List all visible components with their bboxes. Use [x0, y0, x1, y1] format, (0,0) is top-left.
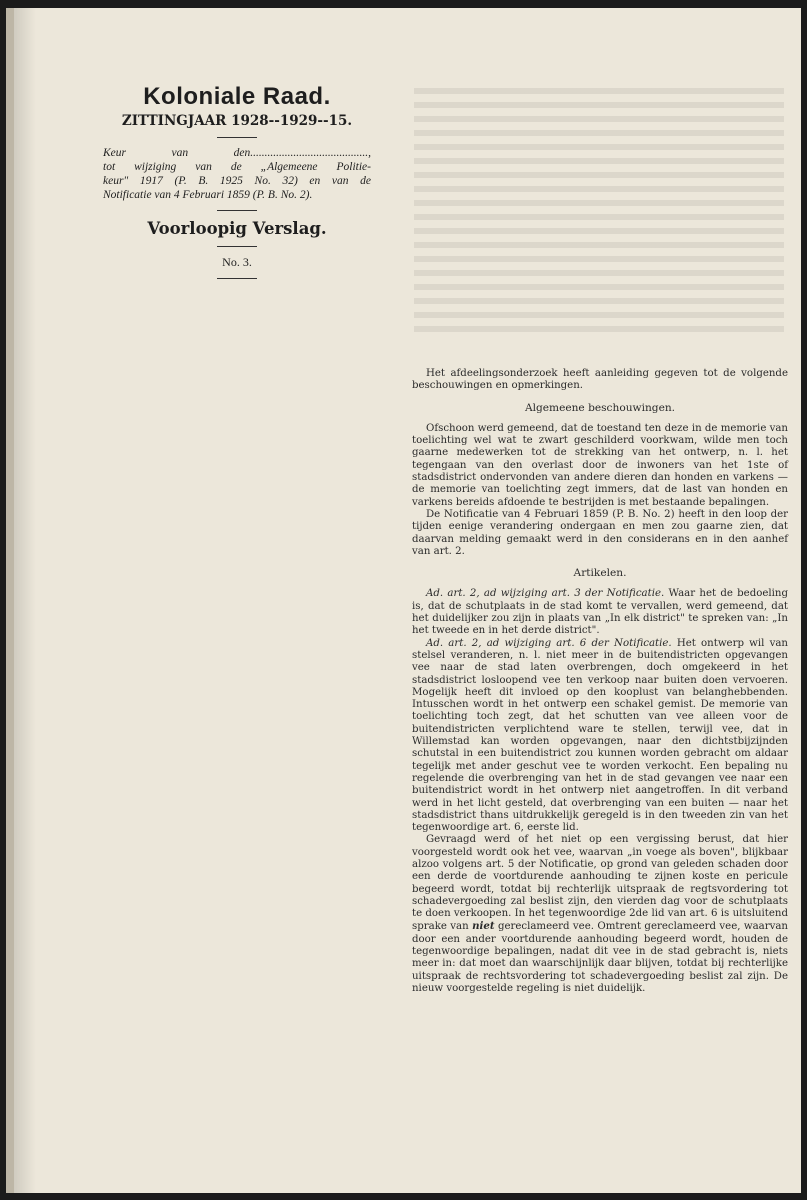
divider: [217, 137, 257, 138]
subject-line: Notificatie van 4 Februari 1859 (P. B. No. 2).: [103, 189, 313, 201]
divider: [217, 210, 257, 211]
intro-paragraph: Het afdeelingsonderzoek heeft aanleiding gegeven tot de volgende beschouwingen en opmerkingen.: [412, 368, 788, 392]
article-text: Het ontwerp wil van stelsel veranderen, n. l. niet meer in de buitendistricten opgevangen vee naar de stad laten overbrengen, doch omgekeerd in het stadsdistrict losloopend vee ten verkoop naar buiten doen vervoeren. Mogelijk heeft dit invloed op den kooplust van belanghebbenden. Intusschen wordt in het ontwerp een schakel gemist. De memorie van toelichting toch zegt, dat het schutten van vee alleen voor de buitendistricten verplichtend ware te stellen, terwijl vee, dat in Willemstad kan worden opgevangen, naar den dichtstbijzijnden schutstal in een buitendistrict zou kunnen worden gebracht om aldaar tegelijk met ander geschut vee te worden verkocht. Een bepaling nu regelende die overbrenging van het in de stad gevangen vee naar een buitendistrict wordt in het ontwerp niet aangetroffen. In dit verband werd in het licht gesteld, dat overbrenging van een buiten — naar het stadsdistrict thans uitdrukkelijk geregeld is in den tweeden zin van het tegenwoordige art. 6, eerste lid.: [412, 637, 788, 834]
document-page: [6, 8, 801, 1193]
article-text: gereclameerd vee. Omtrent gereclameerd vee, waarvan door een ander voortdurende aanhouding begeerd wordt, houden de tegenwoordige bepalingen, nadat dit vee in de stad gebracht is, niets meer in: dat moet dan waarschijnlijk daar blijven, totdat bij rechterlijke uitspraak de rechtsvordering tot schadevergoeding beslist zal zijn. De nieuw voorgestelde regeling is niet duidelijk.: [412, 921, 788, 994]
council-title: Koloniale Raad.: [143, 83, 331, 110]
article-lead: Ad. art. 2, ad wijziging art. 6 der Notificatie.: [426, 637, 672, 649]
emphasis-word: niet: [472, 920, 495, 933]
section-heading-articles: Artikelen.: [573, 567, 627, 580]
article-paragraph-3: [412, 834, 788, 995]
general-paragraph-1: Ofschoon werd gemeend, dat de toestand ten deze in de memorie van toelichting wel wat te zwart geschilderd voorkwam, wilde men toch gaarne medewerken tot de strekking van het ontwerp, n. l. het tegengaan van den overlast door de inwoners van het 1ste of stadsdistrict ondervonden van andere dieren dan honden en varkens — de memorie van toelichting zegt immers, dat de last van honden en varkens bereids afdoende te bestrijden is met bestaande bepalingen.: [412, 422, 788, 508]
report-number: No. 3.: [222, 255, 252, 269]
general-paragraph-2: De Notificatie van 4 Februari 1859 (P. B. No. 2) heeft in den loop der tijden eenige verandering ondergaan en men zou gaarne zien, dat daarvan melding gemaakt werd in den considerans en in den aanhef van art. 2.: [412, 508, 788, 557]
document-header: [92, 83, 382, 287]
article-text: Waar het de bedoeling is, dat de schutplaats in de stad komt te vervallen, werd gemeend, dat het duidelijker zou zijn in plaats van „In elk district" te spreken van: „In het tweede en in het derde district".: [412, 588, 788, 637]
divider: [217, 278, 257, 279]
section-heading-general: Algemeene beschouwingen.: [524, 401, 676, 414]
report-title: Voorloopig Verslag.: [147, 219, 327, 238]
divider: [217, 246, 257, 247]
subject-line: keur" 1917 (P. B. 1925 No. 32) en van de: [103, 175, 371, 187]
bleed-through-text: [414, 88, 784, 338]
subject-description: [103, 146, 371, 202]
subject-line: Keur van den.........................................,: [103, 147, 371, 159]
article-paragraph-1: [412, 588, 788, 637]
report-body: [412, 368, 788, 995]
article-lead: Ad. art. 2, ad wijziging art. 3 der Notificatie.: [426, 588, 665, 600]
article-paragraph-2: [412, 638, 788, 835]
subject-line: tot wijziging van de „Algemeene Politie-: [103, 161, 371, 173]
article-text: Gevraagd werd of het niet op een vergissing berust, dat hier voorgesteld wordt ook het vee, waarvan „in voege als boven", blijkbaar alzoo volgens art. 5 der Notificatie, op grond van geleden schaden door een derde de voortdurende aanhouding te zijnen koste en pericule begeerd wordt, totdat bij rechterlijk uitspraak de regtsvordering tot schadevergoeding zal beslist zijn, den vierden dag voor de schutplaats te doen verkoopen. In het tegenwoordige 2de lid van art. 6 is uitsluitend sprake van: [412, 834, 788, 933]
session-year: ZITTINGJAAR 1928--1929--15.: [121, 113, 353, 129]
binding-shadow: [14, 8, 36, 1193]
